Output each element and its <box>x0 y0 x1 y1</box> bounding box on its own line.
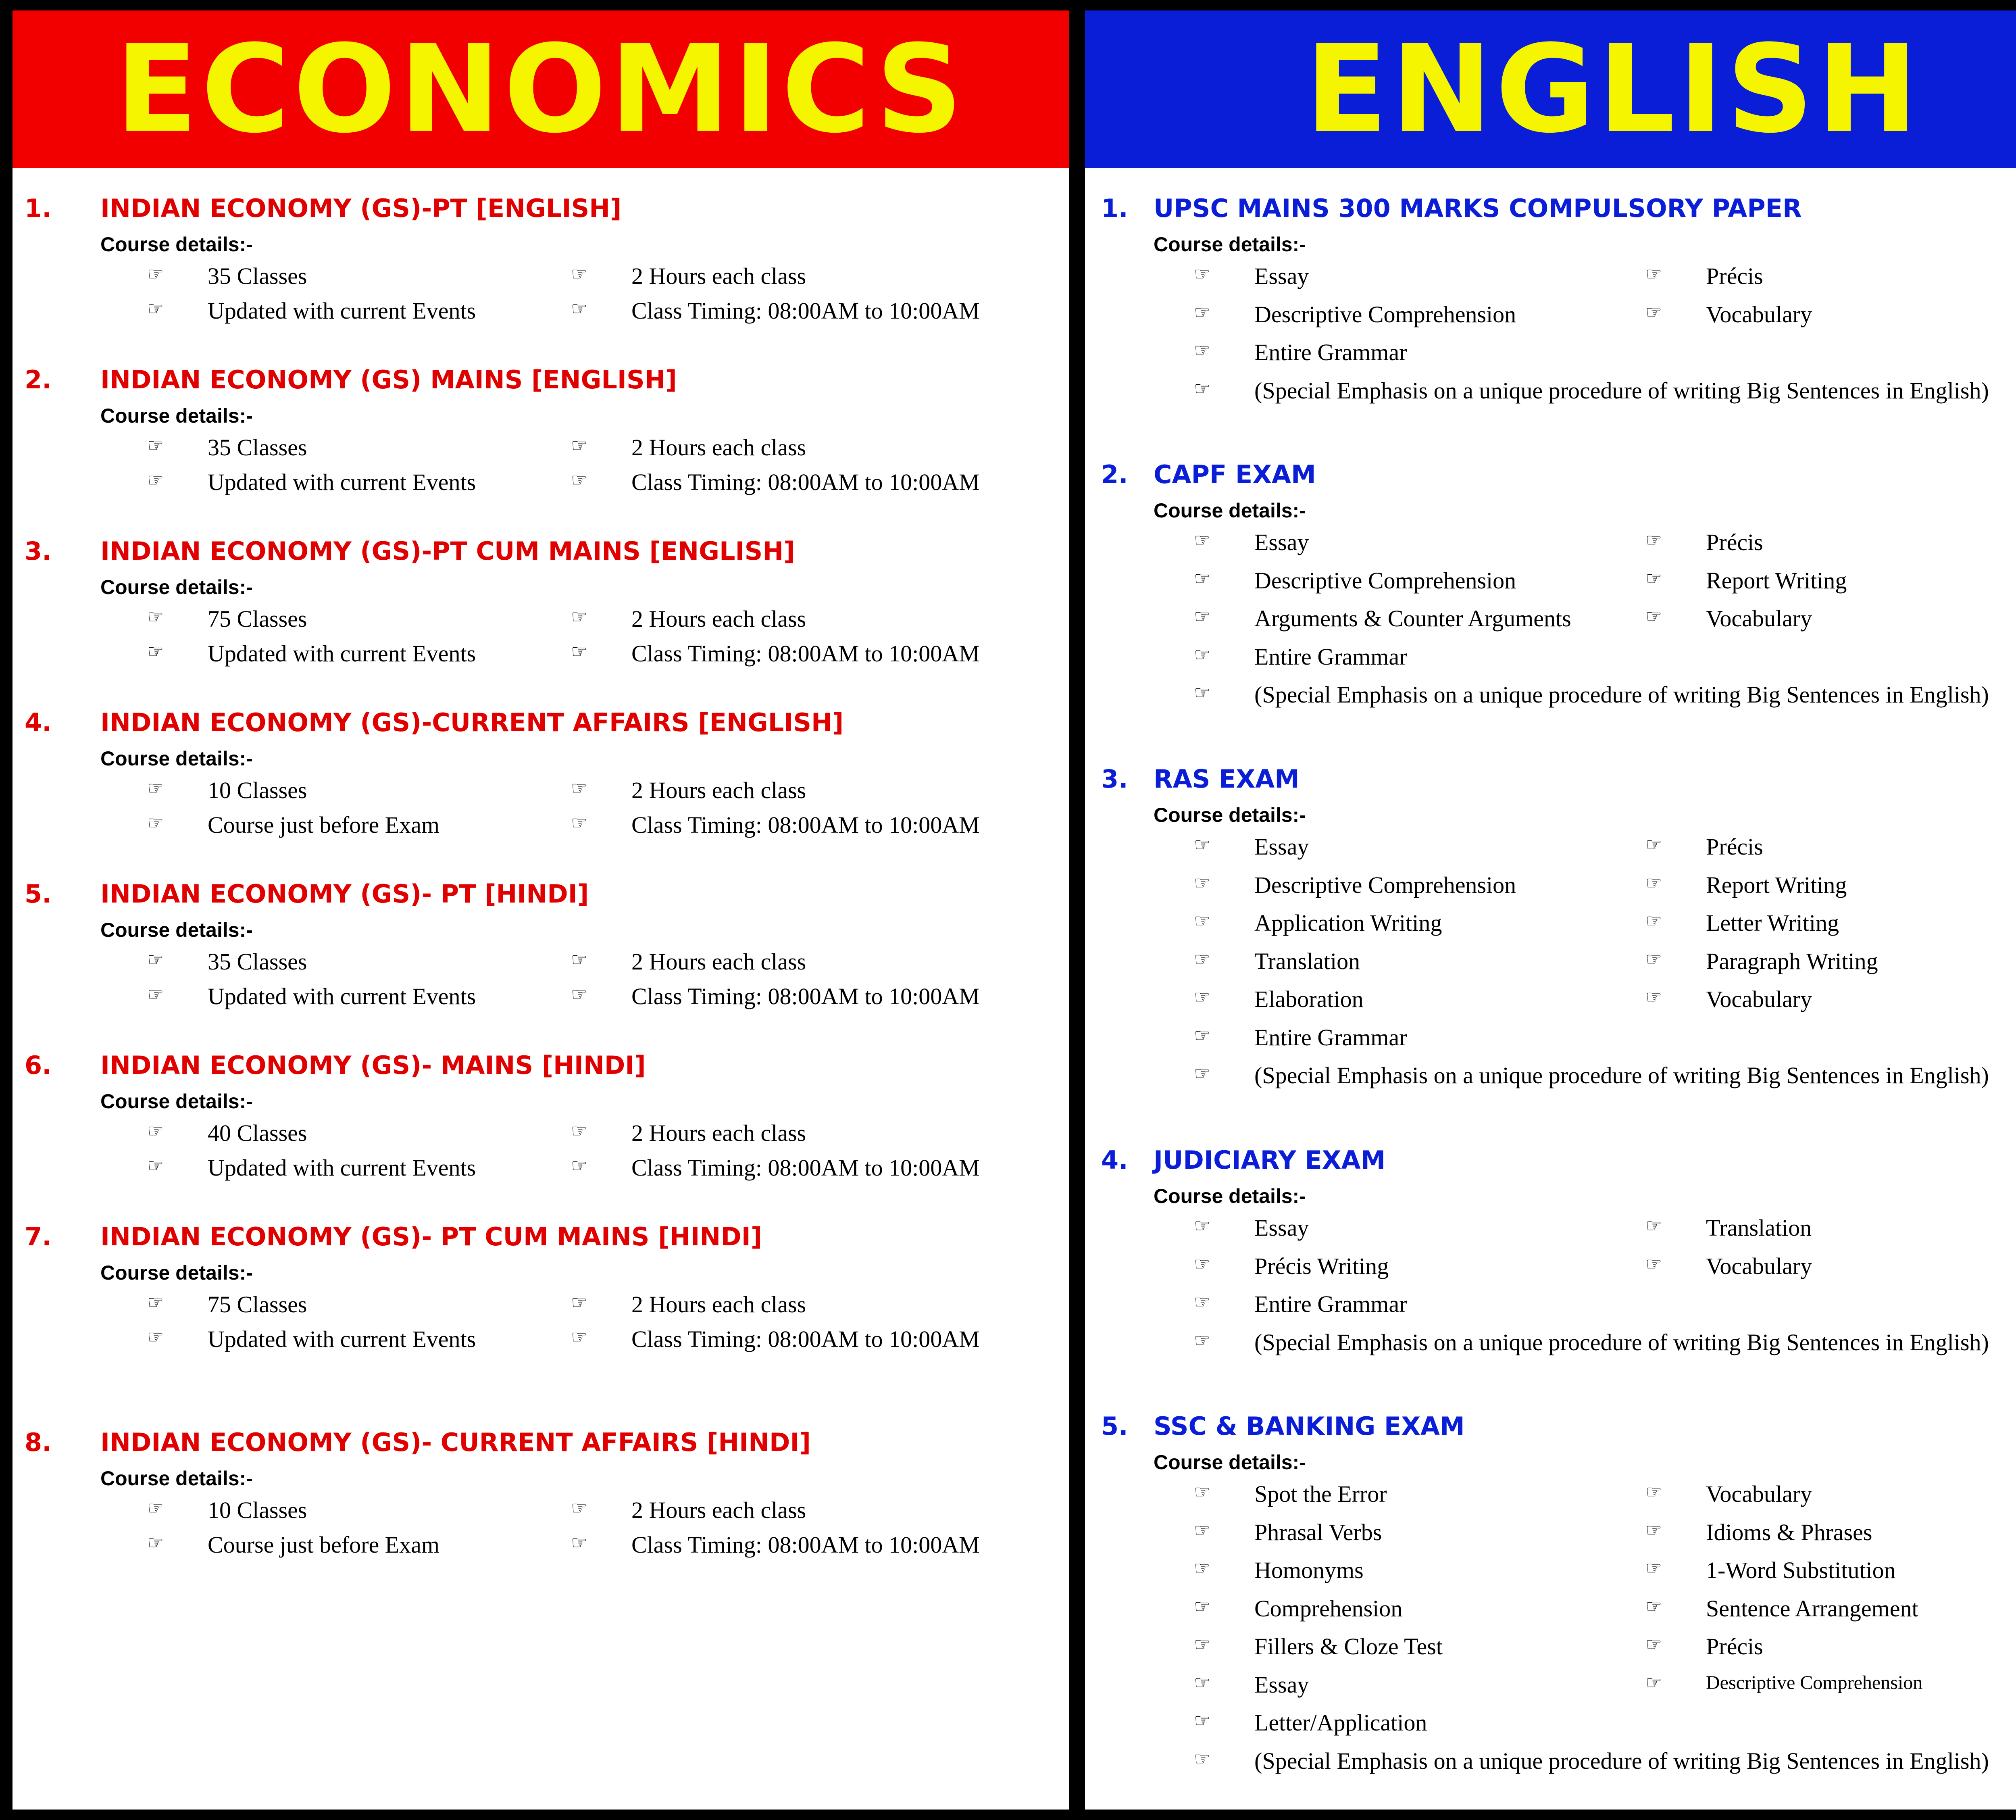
list-item-text: Class Timing: 08:00AM to 10:00AM <box>631 1155 980 1181</box>
list-item-text: 35 Classes <box>208 263 307 289</box>
pointing-hand-icon: ☞ <box>571 1155 588 1176</box>
list-item-text: Précis Writing <box>1254 1253 1389 1279</box>
list-item <box>1645 910 1839 936</box>
list-item <box>571 606 806 632</box>
economics-panel <box>12 10 1069 1810</box>
pointing-hand-icon: ☞ <box>147 606 164 628</box>
pointing-hand-icon: ☞ <box>1645 605 1662 627</box>
list-item <box>147 1291 307 1318</box>
list-item <box>1194 1062 1989 1088</box>
list-item <box>1194 1215 1309 1241</box>
list-item-text: Application Writing <box>1254 910 1442 936</box>
pointing-hand-icon: ☞ <box>147 983 164 1005</box>
list-item <box>1194 301 1516 327</box>
list-item <box>1194 643 1407 670</box>
pointing-hand-icon: ☞ <box>1194 910 1211 932</box>
list-item <box>1194 605 1571 632</box>
list-item-text: Précis <box>1706 1633 1763 1659</box>
pointing-hand-icon: ☞ <box>571 1532 588 1553</box>
list-item <box>1194 1671 1309 1698</box>
list-item <box>1194 529 1309 555</box>
course-title: INDIAN ECONOMY (GS)- CURRENT AFFAIRS [HINDI] <box>100 1428 811 1457</box>
list-item <box>1645 263 1763 289</box>
list-item <box>1194 682 1989 708</box>
list-item <box>1194 986 1364 1012</box>
list-item <box>1194 1481 1387 1507</box>
pointing-hand-icon: ☞ <box>1645 1253 1662 1275</box>
list-item-text: Class Timing: 08:00AM to 10:00AM <box>631 298 980 324</box>
list-item-text: Descriptive Comprehension <box>1254 301 1516 327</box>
pointing-hand-icon: ☞ <box>1194 529 1211 551</box>
list-item-text: 2 Hours each class <box>631 606 806 632</box>
pointing-hand-icon: ☞ <box>1645 834 1662 855</box>
list-item-text: Précis <box>1706 529 1763 555</box>
course-details-label: Course details:- <box>100 404 253 427</box>
pointing-hand-icon: ☞ <box>571 606 588 628</box>
list-item-text: Vocabulary <box>1706 1481 1812 1507</box>
list-item <box>1194 1024 1407 1051</box>
list-item-text: Comprehension <box>1254 1595 1403 1622</box>
list-item <box>1645 948 1878 974</box>
pointing-hand-icon: ☞ <box>571 1291 588 1313</box>
list-item-text: 40 Classes <box>208 1120 307 1146</box>
course-title: INDIAN ECONOMY (GS)- PT CUM MAINS [HINDI] <box>100 1222 762 1251</box>
list-item-text: 75 Classes <box>208 1291 307 1318</box>
pointing-hand-icon: ☞ <box>1194 301 1211 323</box>
pointing-hand-icon: ☞ <box>1645 1557 1662 1579</box>
list-item <box>1645 871 1847 898</box>
pointing-hand-icon: ☞ <box>571 434 588 456</box>
list-item <box>1645 1253 1812 1279</box>
list-item <box>147 606 307 632</box>
pointing-hand-icon: ☞ <box>147 1532 164 1553</box>
list-item-text: Descriptive Comprehension <box>1706 1672 1923 1693</box>
pointing-hand-icon: ☞ <box>1645 1671 1662 1693</box>
pointing-hand-icon: ☞ <box>1194 1595 1211 1617</box>
list-item <box>571 434 806 461</box>
list-item-text: (Special Emphasis on a unique procedure of writing Big Sentences in English) <box>1254 1062 1989 1088</box>
list-item-text: Elaboration <box>1254 986 1364 1012</box>
list-item-text: Précis <box>1706 263 1763 289</box>
list-item-text: Entire Grammar <box>1254 339 1407 365</box>
pointing-hand-icon: ☞ <box>1194 1747 1211 1770</box>
course-title: UPSC MAINS 300 MARKS COMPULSORY PAPER <box>1154 194 1802 223</box>
course-title: INDIAN ECONOMY (GS)-PT [ENGLISH] <box>100 194 622 223</box>
pointing-hand-icon: ☞ <box>1645 910 1662 932</box>
pointing-hand-icon: ☞ <box>1194 1557 1211 1579</box>
list-item <box>1645 605 1812 632</box>
course-title: JUDICIARY EXAM <box>1154 1145 1386 1175</box>
list-item <box>1645 834 1763 860</box>
list-item-text: Updated with current Events <box>208 640 476 667</box>
list-item-text: Translation <box>1706 1215 1812 1241</box>
list-item-text: Entire Grammar <box>1254 1024 1407 1051</box>
list-item-text: Fillers & Cloze Test <box>1254 1633 1443 1659</box>
list-item <box>1194 948 1360 974</box>
list-item-text: Descriptive Comprehension <box>1254 567 1516 594</box>
list-item-text: Course just before Exam <box>208 1532 440 1558</box>
pointing-hand-icon: ☞ <box>1194 1062 1211 1084</box>
pointing-hand-icon: ☞ <box>147 777 164 799</box>
list-item <box>1194 871 1516 898</box>
list-item <box>1645 1215 1812 1241</box>
course-number: 5. <box>25 879 52 909</box>
list-item <box>147 298 476 324</box>
list-item-text: 10 Classes <box>208 1497 307 1523</box>
list-item <box>147 640 476 667</box>
list-item-text: 75 Classes <box>208 606 307 632</box>
list-item-text: Sentence Arrangement <box>1706 1595 1918 1622</box>
course-number: 6. <box>25 1051 52 1080</box>
list-item <box>147 812 440 838</box>
list-item-text: Précis <box>1706 834 1763 860</box>
pointing-hand-icon: ☞ <box>571 263 588 285</box>
pointing-hand-icon: ☞ <box>147 469 164 491</box>
pointing-hand-icon: ☞ <box>1194 339 1211 361</box>
list-item <box>147 983 476 1009</box>
list-item <box>1194 377 1989 404</box>
list-item-text: 2 Hours each class <box>631 1120 806 1146</box>
course-number: 5. <box>1101 1411 1128 1441</box>
course-details-label: Course details:- <box>100 1261 253 1284</box>
list-item-text: Report Writing <box>1706 871 1847 898</box>
list-item-text: 2 Hours each class <box>631 1291 806 1318</box>
pointing-hand-icon: ☞ <box>1645 529 1662 551</box>
pointing-hand-icon: ☞ <box>1194 834 1211 855</box>
list-item <box>1194 339 1407 365</box>
list-item <box>571 640 980 667</box>
list-item-text: Updated with current Events <box>208 1326 476 1352</box>
list-item-text: Vocabulary <box>1706 1253 1812 1279</box>
pointing-hand-icon: ☞ <box>571 777 588 799</box>
list-item <box>571 1532 980 1558</box>
list-item-text: (Special Emphasis on a unique procedure of writing Big Sentences in English) <box>1254 682 1989 708</box>
pointing-hand-icon: ☞ <box>1194 377 1211 399</box>
list-item <box>571 1326 980 1352</box>
course-number: 8. <box>25 1428 52 1457</box>
list-item <box>147 469 476 495</box>
list-item-text: Essay <box>1254 1215 1309 1241</box>
course-number: 4. <box>25 708 52 737</box>
list-item-text: 2 Hours each class <box>631 949 806 975</box>
list-item-text: 2 Hours each class <box>631 434 806 461</box>
pointing-hand-icon: ☞ <box>571 1326 588 1348</box>
list-item <box>1194 567 1516 594</box>
list-item <box>1645 1481 1812 1507</box>
pointing-hand-icon: ☞ <box>147 812 164 834</box>
list-item <box>571 777 806 803</box>
pointing-hand-icon: ☞ <box>147 1291 164 1313</box>
list-item-text: Descriptive Comprehension <box>1254 871 1516 898</box>
pointing-hand-icon: ☞ <box>1645 1215 1662 1236</box>
course-title: INDIAN ECONOMY (GS)- MAINS [HINDI] <box>100 1051 646 1080</box>
pointing-hand-icon: ☞ <box>147 640 164 662</box>
pointing-hand-icon: ☞ <box>147 298 164 319</box>
course-title: RAS EXAM <box>1154 764 1300 794</box>
list-item-text: 2 Hours each class <box>631 263 806 289</box>
pointing-hand-icon: ☞ <box>1645 948 1662 970</box>
pointing-hand-icon: ☞ <box>1194 1215 1211 1236</box>
list-item <box>1194 1557 1364 1583</box>
list-item-text: Letter/Application <box>1254 1710 1427 1736</box>
list-item <box>1645 529 1763 555</box>
pointing-hand-icon: ☞ <box>1194 986 1211 1008</box>
list-item-text: Phrasal Verbs <box>1254 1519 1382 1545</box>
list-item <box>571 298 980 324</box>
list-item <box>1645 1671 1923 1693</box>
list-item-text: 10 Classes <box>208 777 307 803</box>
list-item-text: Homonyms <box>1254 1557 1364 1583</box>
pointing-hand-icon: ☞ <box>147 434 164 456</box>
course-title: INDIAN ECONOMY (GS)-PT CUM MAINS [ENGLISH] <box>100 536 795 566</box>
pointing-hand-icon: ☞ <box>1645 871 1662 894</box>
pointing-hand-icon: ☞ <box>1194 871 1211 894</box>
pointing-hand-icon: ☞ <box>1645 263 1662 285</box>
list-item-text: Paragraph Writing <box>1706 948 1878 974</box>
pointing-hand-icon: ☞ <box>1194 643 1211 665</box>
pointing-hand-icon: ☞ <box>1194 1329 1211 1351</box>
list-item-text: Updated with current Events <box>208 469 476 495</box>
list-item <box>147 1120 307 1146</box>
pointing-hand-icon: ☞ <box>147 263 164 285</box>
course-details-label: Course details:- <box>100 233 253 256</box>
pointing-hand-icon: ☞ <box>571 640 588 662</box>
course-number: 3. <box>25 536 52 566</box>
pointing-hand-icon: ☞ <box>571 469 588 491</box>
pointing-hand-icon: ☞ <box>1194 1253 1211 1275</box>
list-item-text: Essay <box>1254 529 1309 555</box>
pointing-hand-icon: ☞ <box>571 1497 588 1519</box>
list-item <box>147 1497 307 1523</box>
list-item-text: Class Timing: 08:00AM to 10:00AM <box>631 983 980 1009</box>
pointing-hand-icon: ☞ <box>1194 1024 1211 1046</box>
list-item-text: Spot the Error <box>1254 1481 1387 1507</box>
list-item <box>1194 1291 1407 1317</box>
pointing-hand-icon: ☞ <box>147 1326 164 1348</box>
list-item <box>1194 1710 1427 1736</box>
pointing-hand-icon: ☞ <box>1645 986 1662 1008</box>
list-item-text: Letter Writing <box>1706 910 1839 936</box>
list-item <box>1194 1253 1389 1279</box>
pointing-hand-icon: ☞ <box>1645 301 1662 323</box>
course-details-label: Course details:- <box>1154 1451 1306 1474</box>
list-item-text: Class Timing: 08:00AM to 10:00AM <box>631 1326 980 1352</box>
list-item-text: Entire Grammar <box>1254 643 1407 670</box>
list-item <box>147 1532 440 1558</box>
list-item <box>571 1155 980 1181</box>
list-item <box>147 434 307 461</box>
list-item-text: Vocabulary <box>1706 605 1812 632</box>
pointing-hand-icon: ☞ <box>1194 1710 1211 1731</box>
list-item-text: 1-Word Substitution <box>1706 1557 1896 1583</box>
list-item <box>571 263 806 289</box>
list-item <box>571 949 806 975</box>
list-item <box>147 1326 476 1352</box>
list-item-text: Essay <box>1254 834 1309 860</box>
course-title: INDIAN ECONOMY (GS) MAINS [ENGLISH] <box>100 365 677 394</box>
pointing-hand-icon: ☞ <box>1194 1519 1211 1541</box>
pointing-hand-icon: ☞ <box>1645 567 1662 589</box>
list-item-text: Entire Grammar <box>1254 1291 1407 1317</box>
list-item-text: Vocabulary <box>1706 301 1812 327</box>
course-details-label: Course details:- <box>1154 233 1306 256</box>
course-details-label: Course details:- <box>100 576 253 598</box>
list-item-text: Updated with current Events <box>208 298 476 324</box>
list-item <box>1194 1747 1989 1774</box>
list-item <box>1645 1557 1896 1583</box>
list-item-text: Course just before Exam <box>208 812 440 838</box>
pointing-hand-icon: ☞ <box>147 1120 164 1142</box>
pointing-hand-icon: ☞ <box>1645 1481 1662 1503</box>
list-item-text: Arguments & Counter Arguments <box>1254 605 1571 632</box>
course-number: 2. <box>25 365 52 394</box>
pointing-hand-icon: ☞ <box>571 983 588 1005</box>
list-item-text: Class Timing: 08:00AM to 10:00AM <box>631 812 980 838</box>
list-item-text: (Special Emphasis on a unique procedure of writing Big Sentences in English) <box>1254 377 1989 404</box>
course-number: 4. <box>1101 1145 1128 1175</box>
list-item <box>147 949 307 975</box>
list-item <box>1194 1329 1989 1355</box>
pointing-hand-icon: ☞ <box>1194 1671 1211 1693</box>
list-item <box>571 983 980 1009</box>
course-details-label: Course details:- <box>100 747 253 770</box>
list-item-text: Updated with current Events <box>208 1155 476 1181</box>
pointing-hand-icon: ☞ <box>1194 682 1211 703</box>
pointing-hand-icon: ☞ <box>1645 1633 1662 1655</box>
list-item-text: 35 Classes <box>208 949 307 975</box>
english-header: ENGLISH <box>1085 10 2016 168</box>
course-title: INDIAN ECONOMY (GS)- PT [HINDI] <box>100 879 589 909</box>
course-details-label: Course details:- <box>100 1090 253 1113</box>
list-item <box>147 777 307 803</box>
pointing-hand-icon: ☞ <box>147 949 164 970</box>
pointing-hand-icon: ☞ <box>571 949 588 970</box>
course-number: 7. <box>25 1222 52 1251</box>
pointing-hand-icon: ☞ <box>571 298 588 319</box>
english-panel <box>1085 10 2016 1810</box>
list-item-text: Class Timing: 08:00AM to 10:00AM <box>631 640 980 667</box>
list-item <box>147 1155 476 1181</box>
pointing-hand-icon: ☞ <box>1194 1291 1211 1313</box>
list-item <box>147 263 307 289</box>
list-item <box>571 1291 806 1318</box>
list-item <box>571 1497 806 1523</box>
economics-header: ECONOMICS <box>12 10 1069 168</box>
pointing-hand-icon: ☞ <box>147 1497 164 1519</box>
pointing-hand-icon: ☞ <box>1194 605 1211 627</box>
list-item <box>571 469 980 495</box>
list-item-text: Class Timing: 08:00AM to 10:00AM <box>631 469 980 495</box>
pointing-hand-icon: ☞ <box>1194 263 1211 285</box>
list-item <box>571 812 980 838</box>
list-item-text: Vocabulary <box>1706 986 1812 1012</box>
course-details-label: Course details:- <box>1154 499 1306 522</box>
list-item <box>1645 1519 1872 1545</box>
list-item <box>571 1120 806 1146</box>
pointing-hand-icon: ☞ <box>1194 567 1211 589</box>
list-item-text: (Special Emphasis on a unique procedure of writing Big Sentences in English) <box>1254 1747 1989 1774</box>
list-item-text: 2 Hours each class <box>631 1497 806 1523</box>
pointing-hand-icon: ☞ <box>1645 1519 1662 1541</box>
list-item-text: Report Writing <box>1706 567 1847 594</box>
list-item-text: Idioms & Phrases <box>1706 1519 1872 1545</box>
list-item-text: Essay <box>1254 1671 1309 1698</box>
list-item <box>1194 1519 1382 1545</box>
course-number: 2. <box>1101 460 1128 489</box>
course-number: 3. <box>1101 764 1128 794</box>
course-number: 1. <box>25 194 52 223</box>
pointing-hand-icon: ☞ <box>571 1120 588 1142</box>
list-item <box>1194 910 1442 936</box>
list-item <box>1645 301 1812 327</box>
list-item-text: (Special Emphasis on a unique procedure of writing Big Sentences in English) <box>1254 1329 1989 1355</box>
course-details-label: Course details:- <box>1154 804 1306 826</box>
list-item-text: Class Timing: 08:00AM to 10:00AM <box>631 1532 980 1558</box>
pointing-hand-icon: ☞ <box>1194 1633 1211 1655</box>
list-item <box>1194 1595 1403 1622</box>
list-item <box>1194 263 1309 289</box>
pointing-hand-icon: ☞ <box>1194 1481 1211 1503</box>
list-item <box>1194 1633 1443 1659</box>
pointing-hand-icon: ☞ <box>571 812 588 834</box>
pointing-hand-icon: ☞ <box>147 1155 164 1176</box>
list-item-text: 2 Hours each class <box>631 777 806 803</box>
course-number: 1. <box>1101 194 1128 223</box>
list-item-text: Essay <box>1254 263 1309 289</box>
list-item <box>1194 834 1309 860</box>
course-details-label: Course details:- <box>100 919 253 941</box>
list-item-text: Translation <box>1254 948 1360 974</box>
list-item-text: Updated with current Events <box>208 983 476 1009</box>
list-item <box>1645 1633 1763 1659</box>
course-details-label: Course details:- <box>1154 1185 1306 1207</box>
course-details-label: Course details:- <box>100 1467 253 1490</box>
list-item <box>1645 986 1812 1012</box>
list-item-text: 35 Classes <box>208 434 307 461</box>
pointing-hand-icon: ☞ <box>1645 1595 1662 1617</box>
pointing-hand-icon: ☞ <box>1194 948 1211 970</box>
list-item <box>1645 567 1847 594</box>
course-title: CAPF EXAM <box>1154 460 1316 489</box>
course-title: INDIAN ECONOMY (GS)-CURRENT AFFAIRS [ENGLISH] <box>100 708 844 737</box>
course-title: SSC & BANKING EXAM <box>1154 1411 1465 1441</box>
list-item <box>1645 1595 1918 1622</box>
